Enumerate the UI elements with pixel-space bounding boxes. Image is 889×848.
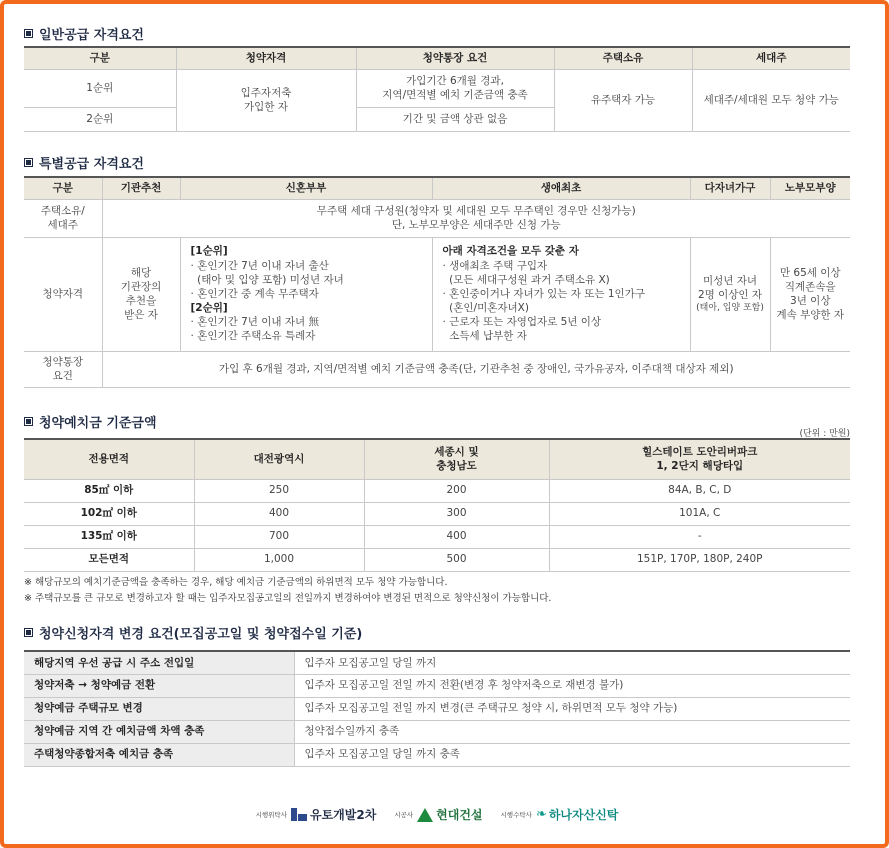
area-cell: 135㎡ 이하 bbox=[24, 525, 194, 548]
header-cell: 노부모부양 bbox=[770, 177, 850, 199]
first-home-text: · 생애최초 주택 구입자 (모든 세대구성원 과거 주택소유 X) · 혼인중이거나 자녀가 있는 자 또는 1인가구 (혼인/미혼자녀X) · 근로자 또는 자영업자로 5년 이상 소득세 납부한 자 bbox=[442, 259, 645, 343]
header-cell: 세대주 bbox=[692, 47, 850, 69]
first-home-heading: 아래 자격조건을 모두 갖춘 자 bbox=[442, 245, 579, 258]
role-label: 시공사 bbox=[394, 811, 414, 819]
daejeon-cell: 250 bbox=[194, 479, 364, 502]
role-label: 시행수탁사 bbox=[500, 811, 532, 819]
header-cell: 청약자격 bbox=[176, 47, 356, 69]
newlywed-rank2-text: · 혼인기간 7년 이내 자녀 無 · 혼인기간 주택소유 특례자 bbox=[190, 316, 319, 343]
multi-child-cell bbox=[690, 237, 770, 351]
header-cell: 기관추천 bbox=[102, 177, 180, 199]
constructor-logo bbox=[394, 806, 482, 823]
daejeon-cell: 400 bbox=[194, 502, 364, 525]
sejong-cell: 500 bbox=[364, 548, 549, 571]
table-row bbox=[24, 743, 850, 766]
section-general-title bbox=[24, 24, 144, 43]
section-title-text: 청약신청자격 변경 요건(모집공고일 및 청약접수일 기준) bbox=[39, 627, 363, 642]
special-supply-table bbox=[24, 176, 850, 388]
rank-2-label: 2순위 bbox=[24, 107, 176, 131]
header-cell: 청약통장 요건 bbox=[356, 47, 554, 69]
role-label: 시행위탁사 bbox=[255, 811, 287, 819]
table-row bbox=[24, 548, 850, 571]
table-row bbox=[24, 720, 850, 743]
daejeon-cell: 700 bbox=[194, 525, 364, 548]
section-title-text: 일반공급 자격요건 bbox=[39, 28, 144, 43]
newlywed-cell bbox=[180, 237, 432, 351]
header-cell: 신혼부부 bbox=[180, 177, 432, 199]
area-cell: 모든면적 bbox=[24, 548, 194, 571]
developer-logo bbox=[256, 806, 377, 823]
header-cell: 구분 bbox=[24, 47, 176, 69]
header-cell: 힐스테이트 도안리버파크 1, 2단지 해당타입 bbox=[549, 439, 850, 479]
type-cell: - bbox=[549, 525, 850, 548]
header-cell: 주택소유 bbox=[554, 47, 692, 69]
account-text: 가입 후 6개월 경과, 지역/면적별 예치 기준금액 충족(단, 기관추천 중 장애인, 국가유공자, 이주대책 대상자 제외) bbox=[102, 351, 850, 387]
general-supply-table bbox=[24, 46, 850, 132]
section-title-text: 특별공급 자격요건 bbox=[39, 157, 144, 172]
account-label: 청약통장 요건 bbox=[24, 351, 102, 387]
qualification-cell: 입주자저축 가입한 자 bbox=[176, 69, 356, 131]
type-cell: 151P, 170P, 180P, 240P bbox=[549, 548, 850, 571]
newlywed-rank1-heading: [1순위] bbox=[190, 245, 228, 258]
sejong-cell: 300 bbox=[364, 502, 549, 525]
change-requirements-table bbox=[24, 650, 850, 767]
square-bullet-icon bbox=[24, 628, 33, 637]
area-cell: 85㎡ 이하 bbox=[24, 479, 194, 502]
requirement-value: 청약접수일까지 충족 bbox=[294, 720, 850, 743]
daejeon-cell: 1,000 bbox=[194, 548, 364, 571]
sejong-cell: 200 bbox=[364, 479, 549, 502]
hana-logo-icon: ❧ bbox=[535, 807, 547, 822]
qualification-label: 청약자격 bbox=[24, 237, 102, 351]
table-row bbox=[24, 502, 850, 525]
requirement-key: 청약예금 지역 간 예치금액 차액 충족 bbox=[24, 720, 294, 743]
table-row bbox=[24, 479, 850, 502]
section-title-text: 청약예치금 기준금액 bbox=[39, 416, 157, 431]
rank-1-label: 1순위 bbox=[24, 69, 176, 107]
footer-logos bbox=[24, 806, 850, 823]
header-cell: 생애최초 bbox=[432, 177, 690, 199]
elderly-cell: 만 65세 이상 직계존속을 3년 이상 계속 부양한 자 bbox=[770, 237, 850, 351]
table-row bbox=[24, 651, 850, 674]
householder-cell: 세대주/세대원 모두 청약 가능 bbox=[692, 69, 850, 131]
section-change-title bbox=[24, 623, 362, 642]
newlywed-rank2-heading: [2순위] bbox=[190, 302, 228, 315]
ownership-label: 주택소유/ 세대주 bbox=[24, 199, 102, 237]
trustee-logo bbox=[501, 806, 619, 823]
multi-child-sub: (태아, 입양 포함) bbox=[696, 303, 764, 314]
table-row bbox=[24, 525, 850, 548]
hyundai-triangle-icon bbox=[417, 808, 433, 822]
requirement-key: 해당지역 우선 공급 시 주소 전입일 bbox=[24, 651, 294, 674]
requirement-key: 청약예금 주택규모 변경 bbox=[24, 697, 294, 720]
note-2: ※ 주택규모를 큰 규모로 변경하고자 할 때는 입주자모집공고일의 전일까지 변경하여야 변경된 면적으로 청약신청이 가능합니다. bbox=[24, 593, 552, 604]
sejong-cell: 400 bbox=[364, 525, 549, 548]
deposit-table bbox=[24, 438, 850, 572]
header-cell: 다자녀가구 bbox=[690, 177, 770, 199]
ownership-cell: 유주택자 가능 bbox=[554, 69, 692, 131]
requirement-value: 입주자 모집공고일 전일 까지 전환(변경 후 청약저축으로 재변경 불가) bbox=[294, 674, 850, 697]
header-cell: 대전광역시 bbox=[194, 439, 364, 479]
square-bullet-icon bbox=[24, 417, 33, 426]
square-bullet-icon bbox=[24, 29, 33, 38]
square-bullet-icon bbox=[24, 158, 33, 167]
header-cell: 구분 bbox=[24, 177, 102, 199]
requirement-key: 주택청약종합저축 예치금 충족 bbox=[24, 743, 294, 766]
note-1: ※ 해당규모의 예치기준금액을 충족하는 경우, 해당 예치금 기준금액의 하위면적 모두 청약 가능합니다. bbox=[24, 577, 448, 588]
yuto-logo-icon bbox=[291, 808, 307, 821]
company-name: 유토개발2차 bbox=[310, 808, 377, 822]
type-cell: 101A, C bbox=[549, 502, 850, 525]
agency-cell: 해당 기관장의 추천을 받은 자 bbox=[102, 237, 180, 351]
rank-1-account: 가입기간 6개월 경과, 지역/면적별 예치 기준금액 충족 bbox=[356, 69, 554, 107]
requirement-value: 입주자 모집공고일 전일 까지 변경(큰 주택규모 청약 시, 하위면적 모두 청약 가능) bbox=[294, 697, 850, 720]
table-row bbox=[24, 674, 850, 697]
section-deposit-title bbox=[24, 412, 157, 431]
newlywed-rank1-text: · 혼인기간 7년 이내 자녀 출산 (태아 및 입양 포함) 미성년 자녀 · 혼인기간 중 계속 무주택자 bbox=[190, 259, 344, 300]
area-cell: 102㎡ 이하 bbox=[24, 502, 194, 525]
multi-child-text: 미성년 자녀 2명 이상인 자 bbox=[697, 274, 763, 301]
company-name: 현대건설 bbox=[436, 808, 483, 822]
requirement-key: 청약저축 → 청약예금 전환 bbox=[24, 674, 294, 697]
rank-2-account: 기간 및 금액 상관 없음 bbox=[356, 107, 554, 131]
header-cell: 전용면적 bbox=[24, 439, 194, 479]
requirement-value: 입주자 모집공고일 당일 까지 충족 bbox=[294, 743, 850, 766]
company-name: 하나자산신탁 bbox=[548, 808, 619, 822]
type-cell: 84A, B, C, D bbox=[549, 479, 850, 502]
section-special-title bbox=[24, 153, 144, 172]
unit-label: (단위 : 만원) bbox=[799, 429, 850, 439]
ownership-text: 무주택 세대 구성원(청약자 및 세대원 모두 무주택인 경우만 신청가능) 단, 노부모부양은 세대주만 신청 가능 bbox=[102, 199, 850, 237]
header-cell: 세종시 및 충청남도 bbox=[364, 439, 549, 479]
table-row bbox=[24, 697, 850, 720]
first-home-cell bbox=[432, 237, 690, 351]
requirement-value: 입주자 모집공고일 당일 까지 bbox=[294, 651, 850, 674]
